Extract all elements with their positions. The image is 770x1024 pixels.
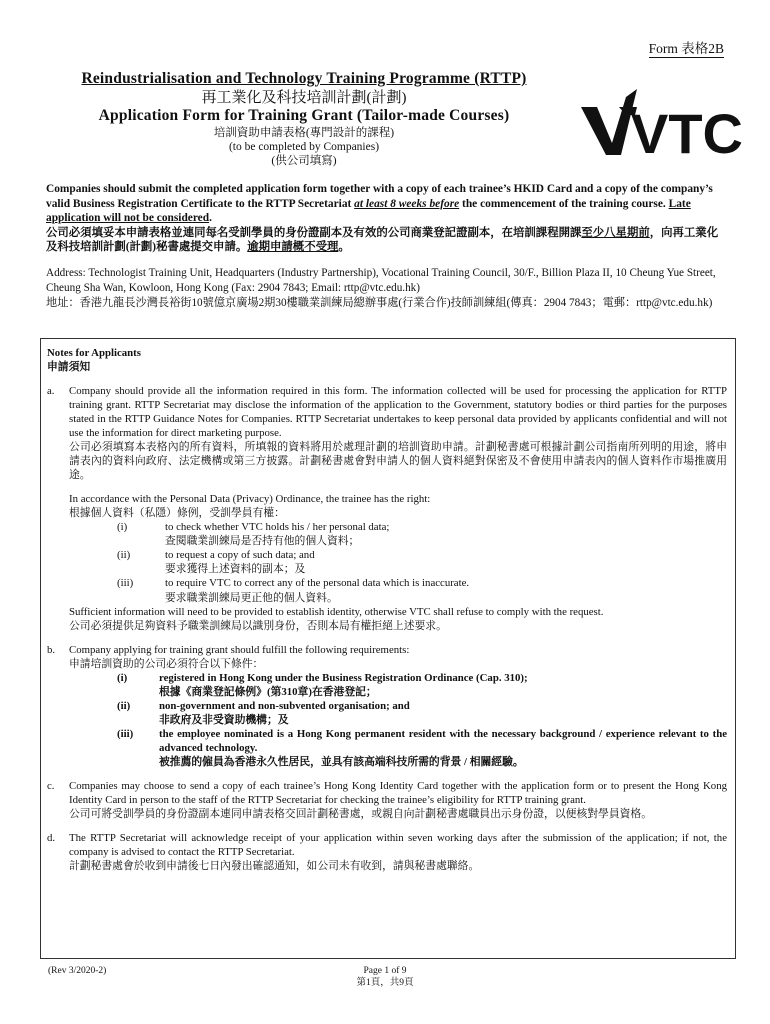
note-d-zh: 計劃秘書處會於收到申請後七日內發出確認通知，如公司未有收到，請與秘書處聯絡。 bbox=[69, 860, 480, 873]
list-item: (iii) to require VTC to correct any of the personal data which is inaccurate. 要求職業訓練局更正他的個人資料。 bbox=[117, 577, 470, 604]
rights-list bbox=[117, 520, 727, 604]
list-item: (ii) non-government and non-subvented organisation; and 非政府及非受資助機構；及 bbox=[117, 699, 410, 726]
instructions-zh: 公司必須填妥本申請表格並連同每名受訓學員的身份證副本及有效的公司商業登記證副本，在培訓課程開課至少八星期前，向再工業化及科技培訓計劃(計劃)秘書處提交申請。逾期申請概不受理。 bbox=[46, 226, 719, 254]
list-item: (ii) to request a copy of such data; and 要求獲得上述資料的副本；及 bbox=[117, 549, 315, 576]
revision-label: (Rev 3/2020-2) bbox=[48, 966, 107, 976]
address-zh: 地址：香港九龍長沙灣長裕街10號億京廣場2期30樓職業訓練局總辦事處(行業合作)技師訓練組(傳真：2904 7843；電郵：rttp@vtc.edu.hk) bbox=[46, 297, 713, 310]
programme-title-en: Reindustrialisation and Technology Training Programme (RTTP) bbox=[81, 70, 527, 87]
late-notice-zh: 逾期申請概不受理 bbox=[247, 241, 339, 254]
requirements-list bbox=[117, 671, 727, 769]
privacy-intro-en: In accordance with the Personal Data (Privacy) Ordinance, the trainee has the right: bbox=[69, 493, 431, 506]
note-d bbox=[47, 831, 727, 873]
deadline-emphasis-en: at least 8 weeks before bbox=[354, 197, 460, 210]
list-item: (i) registered in Hong Kong under the Business Registration Ordinance (Cap. 310); 根據《商業登記條例》(第310章)在香港登記； bbox=[117, 671, 528, 698]
note-d-en: The RTTP Secretariat will acknowledge receipt of your application within seven working days after the submission of the application; if not, the company is advised to contact the RTTP Secretariat. bbox=[69, 831, 727, 858]
vtc-logo bbox=[579, 85, 743, 165]
privacy-intro-zh: 根據個人資料（私隱）條例，受訓學員有權： bbox=[69, 507, 285, 520]
note-b-zh: 申請培訓資助的公司必須符合以下條件： bbox=[69, 657, 264, 670]
page-number-zh: 第1頁，共9頁 bbox=[356, 977, 414, 988]
note-a-en: Company should provide all the information required in this form. The information collected will be used for processing the application for RTTP training grant. RTTP Secretariat may disclose the information of the application to the Government, statutory bodies or third parties for the purposes stated in the RTTP Guidance Notes for Companies. RTTP Secretariat undertakes to keep personal data provided by applicants confidential and will not use the information for direct marketing purpose. bbox=[69, 385, 727, 440]
note-label: c. bbox=[47, 779, 55, 792]
note-b-en: Company applying for training grant should fulfill the following requirements: bbox=[69, 643, 410, 656]
late-notice-en: Late application will not be considered bbox=[46, 197, 691, 225]
identity-note-en: Sufficient information will need to be provided to establish identity, otherwise VTC shall refuse to comply with the request. bbox=[69, 605, 604, 618]
notes-title-en: Notes for Applicants bbox=[47, 347, 141, 359]
page-number-en: Page 1 of 9 bbox=[363, 966, 407, 976]
logo-text: VTC bbox=[631, 102, 743, 165]
identity-note-zh: 公司必須提供足夠資料予職業訓練局以識別身份，否則本局有權拒絕上述要求。 bbox=[69, 619, 447, 632]
list-item: (i) to check whether VTC holds his / her personal data; 查閱職業訓練局是否持有他的個人資料； bbox=[117, 521, 390, 548]
note-a bbox=[47, 384, 727, 633]
completion-note-en: (to be completed by Companies) bbox=[228, 141, 380, 154]
note-c bbox=[47, 779, 727, 821]
note-c-en: Companies may choose to send a copy of each trainee’s Hong Kong Identity Card together with the application form or to present the Hong Kong Identity Card in person to the staff of the RTTP Secretariat for checking the trainee’s eligibility for RTTP training grant. bbox=[69, 779, 727, 806]
submission-instructions bbox=[46, 182, 726, 255]
form-title-en: Application Form for Training Grant (Tailor-made Courses) bbox=[98, 107, 510, 125]
note-label: a. bbox=[47, 385, 55, 398]
contact-address bbox=[46, 266, 726, 312]
form-header bbox=[40, 70, 568, 168]
note-b bbox=[47, 643, 727, 769]
completion-note-zh: (供公司填寫) bbox=[271, 155, 337, 168]
form-number: Form 表格2B bbox=[648, 41, 724, 56]
notes-title-zh: 申請須知 bbox=[47, 361, 91, 374]
list-item: (iii) the employee nominated is a Hong Kong permanent resident with the necessary background / experience relevant to the advanced technology. 被推薦的僱員為香港永久性居民，並具有該高端科技所需的背景 / 相關經驗。 bbox=[117, 727, 727, 768]
note-a-zh: 公司必須填寫本表格內的所有資料，所填報的資料將用於處理計劃的培訓資助申請。計劃秘書處可根據計劃公司指南所列明的用途，將申請表內的資料向政府、法定機構或第三方披露。計劃秘書處會對申請人的個人資料絕對保密及不會使用申請表內的個人資料作市場推廣用途。 bbox=[69, 441, 727, 482]
address-en: Address: Technologist Training Unit, Headquarters (Industry Partnership), Vocational Training Council, 30/F., Billion Plaza II, 10 Cheung Yue Street, Cheung Sha Wan, Kowloon, Hong Kong (Fax: 2904 7843; Email: rttp@vtc.edu.hk) bbox=[46, 267, 716, 295]
deadline-emphasis-zh: 至少八星期前 bbox=[581, 226, 650, 239]
form-title-zh: 培訓資助申請表格(專門設計的課程) bbox=[213, 127, 395, 140]
page-number bbox=[320, 966, 450, 990]
programme-title-zh: 再工業化及科技培訓計劃(計劃) bbox=[201, 89, 407, 106]
note-c-zh: 公司可將受訓學員的身份證副本連同申請表格交回計劃秘書處，或親自向計劃秘書處職員出示身份證，以便核對學員資格。 bbox=[69, 807, 653, 820]
note-label: b. bbox=[47, 643, 56, 656]
note-label: d. bbox=[47, 831, 56, 844]
instructions-en: Companies should submit the completed application form together with a copy of each trainee’s HKID Card and a copy of the company’s valid Business Registration Certificate to the RTTP Secretariat at least 8 weeks before the commencement of the training course. Late application will not be considered. bbox=[46, 183, 713, 225]
notes-box bbox=[40, 338, 736, 959]
